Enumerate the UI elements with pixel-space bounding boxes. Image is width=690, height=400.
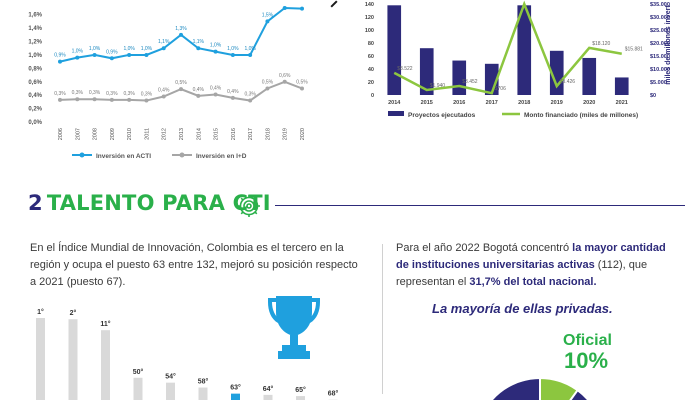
privadas-subtitle: La mayoría de ellas privadas. xyxy=(432,301,613,316)
ranking-label: 54° xyxy=(165,373,176,381)
funding-label: $18.120 xyxy=(592,40,611,47)
chart-legend xyxy=(72,153,247,161)
y-axis-ticks xyxy=(365,2,374,99)
x-tick-label: 2020 xyxy=(583,100,596,106)
x-tick-label: 2014 xyxy=(196,128,203,141)
data-label: 1,0% xyxy=(227,45,239,52)
chart-legend xyxy=(388,111,638,119)
data-label: 1,5% xyxy=(261,12,274,19)
data-label: 0,5% xyxy=(296,79,308,86)
x-tick-label: 2014 xyxy=(388,100,401,106)
data-label: 1,1% xyxy=(158,39,170,46)
y2-tick-label: $0 xyxy=(650,93,657,99)
y-tick-label: 60 xyxy=(367,54,374,60)
section-title xyxy=(28,191,271,215)
projects-bar-chart xyxy=(340,0,690,125)
section-title-text: TALENTO PARA CTI xyxy=(46,191,271,215)
x-axis-ticks xyxy=(58,128,306,140)
data-label: 0,4% xyxy=(192,86,204,93)
project-bar xyxy=(615,77,629,95)
data-label: 0,9% xyxy=(106,49,118,56)
series-point xyxy=(93,53,97,57)
ranking-label: 63° xyxy=(230,384,241,392)
x-tick-label: 2011 xyxy=(144,128,151,140)
series-point xyxy=(300,7,304,11)
series-point xyxy=(265,86,269,90)
y-tick-label: 0,0% xyxy=(28,120,42,126)
x-tick-label: 2018 xyxy=(265,128,272,141)
corner-divider xyxy=(330,0,337,7)
y-tick-label: 80 xyxy=(367,41,374,47)
data-label: 0,3% xyxy=(71,90,83,97)
y-tick-label: 120 xyxy=(364,15,374,21)
y-tick-label: 40 xyxy=(367,67,374,73)
ranking-bar xyxy=(101,330,110,400)
funding-label: $1.940 xyxy=(429,82,446,89)
data-label: 0,4% xyxy=(227,88,239,95)
y2-tick-label: $25.000 xyxy=(650,28,670,34)
pie-slices xyxy=(480,378,604,400)
universities-text-1: Para el año 2022 Bogotá concentró xyxy=(396,242,573,254)
series-point xyxy=(214,50,218,54)
project-bar xyxy=(387,5,401,95)
oficial-percentage: 10% xyxy=(564,348,609,373)
series-point xyxy=(127,53,131,57)
x-tick-label: 2019 xyxy=(282,128,289,141)
series-point xyxy=(58,60,62,64)
series-point xyxy=(127,98,131,102)
data-label: 0,3% xyxy=(140,91,153,98)
institutions-pie-chart xyxy=(480,378,620,400)
funding-label: $706 xyxy=(494,86,506,93)
y2-tick-label: $35.000 xyxy=(650,2,670,8)
ranking-label: 11° xyxy=(100,321,111,329)
y-tick-label: 140 xyxy=(364,2,374,8)
legend-id-label: Inversión en I+D xyxy=(196,153,247,160)
legend-projects-label: Proyectos ejecutados xyxy=(408,112,476,119)
y-tick-label: 100 xyxy=(364,28,374,34)
data-label: 0,4% xyxy=(209,85,222,92)
ranking-label: 50° xyxy=(132,368,144,376)
y2-tick-label: $20.000 xyxy=(650,41,670,47)
data-label: 0,3% xyxy=(88,90,101,97)
legend-id-marker xyxy=(180,153,185,158)
series-point xyxy=(75,56,79,60)
universities-bold-1: la mayor cantidad de instituciones universitarias activas xyxy=(396,242,666,271)
x-tick-label: 2006 xyxy=(58,128,64,141)
ranking-bar xyxy=(296,396,305,400)
y2-tick-label: $30.000 xyxy=(650,15,670,21)
y-tick-label: 0,6% xyxy=(28,79,42,86)
data-label: 0,3% xyxy=(244,91,256,98)
column-divider xyxy=(382,244,383,394)
ranking-label: 58° xyxy=(197,378,209,386)
x-tick-label: 2017 xyxy=(248,128,255,141)
x-tick-label: 2016 xyxy=(453,100,466,106)
series-point xyxy=(283,80,287,84)
series-point xyxy=(144,53,148,57)
series-point xyxy=(162,95,166,99)
y-axis-ticks xyxy=(28,13,42,126)
y-tick-label: 1,2% xyxy=(28,39,42,46)
ranking-label: 64° xyxy=(262,385,274,393)
ranking-bar xyxy=(264,395,273,400)
x-tick-label: 2015 xyxy=(213,128,220,141)
oficial-label: Oficial xyxy=(563,332,612,349)
funding-label: $3.426 xyxy=(559,79,576,86)
series-point xyxy=(75,97,79,101)
data-label: 0,9% xyxy=(54,52,66,59)
series-point xyxy=(93,97,97,101)
data-label: 0,3% xyxy=(106,90,118,97)
legend-acti-marker xyxy=(80,153,85,158)
x-tick-label: 2020 xyxy=(300,128,306,141)
ranking-bar xyxy=(134,378,143,400)
y-tick-label: 1,6% xyxy=(28,12,42,19)
series-point xyxy=(265,19,269,23)
universities-bold-2: 31,7% del total nacional. xyxy=(469,276,597,288)
ranking-label: 1° xyxy=(37,309,44,316)
ranking-paragraph: En el Índice Mundial de Innovación, Colombia es el tercero en la región y ocupa el puesto 63 entre 132, mejoró su posición respecto a 2021 (puesto 67). xyxy=(30,242,358,288)
data-label: 1,1% xyxy=(192,39,204,46)
x-axis-ticks xyxy=(388,100,628,106)
series-point xyxy=(179,87,183,91)
y-tick-label: 0 xyxy=(370,93,374,99)
funding-label: $3.452 xyxy=(462,79,478,86)
y-tick-label: 1,4% xyxy=(28,26,42,33)
y2-axis-title: miles de millones invert xyxy=(665,5,672,85)
section-number: 2 xyxy=(28,191,43,215)
legend-acti-label: Inversión en ACTI xyxy=(96,153,152,160)
x-tick-label: 2015 xyxy=(420,100,433,106)
y2-tick-label: $10.000 xyxy=(650,67,670,73)
project-bar xyxy=(452,61,466,95)
series-point xyxy=(283,6,287,10)
ranking-label: 68° xyxy=(327,390,339,398)
x-tick-label: 2017 xyxy=(485,100,498,106)
series-point xyxy=(214,93,218,97)
ranking-bar xyxy=(199,388,208,400)
series-point xyxy=(144,99,148,103)
series-point xyxy=(179,33,183,37)
y-tick-label: 20 xyxy=(367,80,374,86)
x-tick-label: 2021 xyxy=(615,100,628,106)
data-label: 1,0% xyxy=(123,45,135,52)
series-point xyxy=(300,86,304,90)
data-label: 1,0% xyxy=(88,45,101,52)
y-tick-label: 0,4% xyxy=(28,93,42,100)
x-tick-label: 2010 xyxy=(127,128,134,141)
project-bar xyxy=(582,58,596,95)
ranking-label: 2° xyxy=(69,310,77,318)
data-label: 0,6% xyxy=(279,72,291,79)
data-label: 1,0% xyxy=(71,48,83,55)
series-point xyxy=(196,46,200,50)
data-label: 1,0% xyxy=(244,45,256,52)
universities-paragraph xyxy=(396,240,668,291)
ranking-label: 65° xyxy=(295,387,306,395)
y2-tick-label: $5.000 xyxy=(650,80,667,86)
x-tick-label: 2007 xyxy=(75,128,82,141)
series-point xyxy=(196,94,200,98)
series-point xyxy=(231,53,235,57)
legend-projects-swatch xyxy=(388,111,404,116)
funding-label: $15.881 xyxy=(624,46,643,53)
ranking-bar xyxy=(69,319,78,400)
data-label: 0,3% xyxy=(123,90,135,97)
y-tick-label: 0,8% xyxy=(28,66,42,73)
x-tick-label: 2019 xyxy=(550,100,563,106)
data-label: 0,5% xyxy=(261,79,274,86)
ranking-bar xyxy=(231,394,240,400)
data-label: 0,4% xyxy=(158,87,170,94)
series-point xyxy=(58,98,62,102)
series-point xyxy=(110,98,114,102)
universities-text-2: (112), que representan el xyxy=(396,259,648,288)
section-rule xyxy=(275,205,685,206)
series-lines xyxy=(58,6,304,103)
ranking-bar xyxy=(166,383,175,400)
data-label: 0,5% xyxy=(175,80,187,87)
trophy-icon xyxy=(262,290,326,370)
legend-funding-label: Monto financiado (miles de millones) xyxy=(524,112,639,119)
y-tick-label: 0,2% xyxy=(28,106,42,113)
series-point xyxy=(231,96,235,100)
data-label: 1,0% xyxy=(140,45,153,52)
series-point xyxy=(248,99,252,103)
ranking-bar xyxy=(36,318,45,400)
investment-line-chart xyxy=(0,0,330,178)
series-point xyxy=(162,46,166,50)
x-tick-label: 2009 xyxy=(109,128,116,141)
x-tick-label: 2016 xyxy=(230,128,237,141)
series-point xyxy=(248,53,252,57)
data-label: 1,0% xyxy=(209,42,222,49)
y2-tick-label: $15.000 xyxy=(650,54,670,60)
x-tick-label: 2018 xyxy=(518,100,531,106)
series-point xyxy=(110,56,114,60)
gear-icon xyxy=(236,193,262,219)
data-label: 0,3% xyxy=(54,90,66,97)
x-tick-label: 2012 xyxy=(161,128,168,141)
funding-label: $8.522 xyxy=(397,65,413,72)
y-tick-label: 1,0% xyxy=(28,52,42,59)
x-tick-label: 2013 xyxy=(179,128,185,141)
data-label: 1,3% xyxy=(175,25,187,32)
x-tick-label: 2008 xyxy=(92,128,99,141)
